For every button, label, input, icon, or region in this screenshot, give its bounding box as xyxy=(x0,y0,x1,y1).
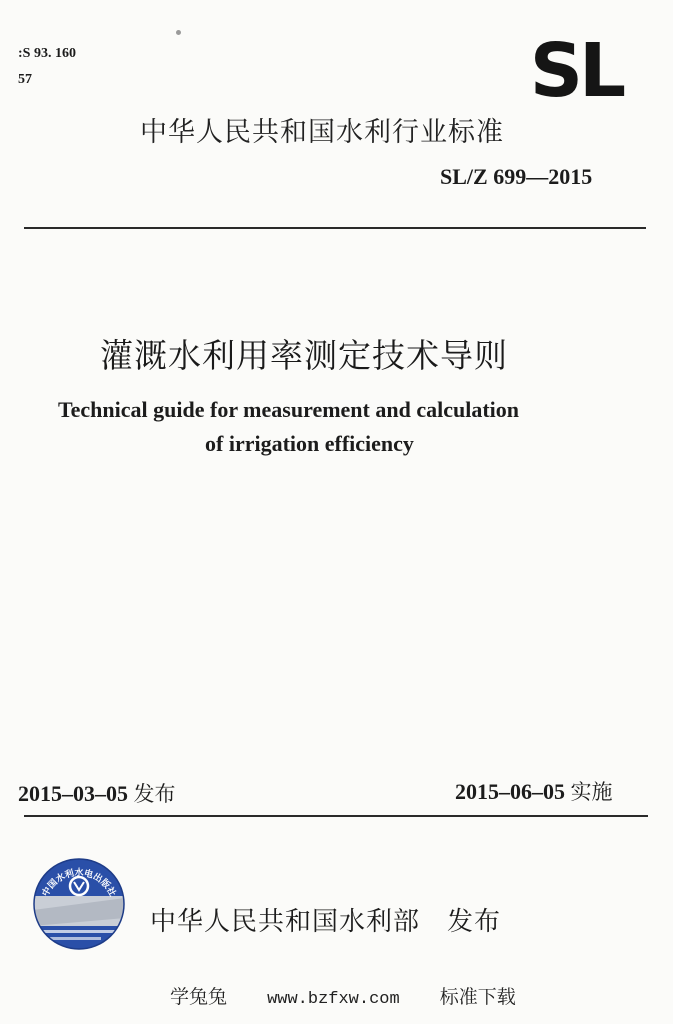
footer-site-name: 学兔兔 xyxy=(170,986,228,1008)
title-chinese: 灌溉水利用率测定技术导则 xyxy=(100,336,508,375)
implementation-date-label: 实施 xyxy=(570,780,613,804)
publisher: 中华人民共和国水利部 发布 xyxy=(150,907,502,937)
ccs-code: 57 xyxy=(18,72,32,87)
sl-logo-text: SL xyxy=(529,40,623,100)
footer-tagline: 标准下载 xyxy=(439,986,516,1008)
standard-code: SL/Z 699—2015 xyxy=(440,164,593,189)
ics-code: :S 93. 160 xyxy=(18,46,76,61)
title-english-line2: of irrigation efficiency xyxy=(205,431,414,456)
footer-url[interactable]: www.bzfxw.com xyxy=(267,990,400,1009)
implementation-date-value: 2015–06–05 xyxy=(455,779,565,804)
issue-date-label: 发布 xyxy=(133,782,176,806)
top-divider xyxy=(24,227,646,229)
footer xyxy=(170,982,550,1009)
implementation-date xyxy=(455,776,613,806)
sl-logo xyxy=(518,40,634,100)
bottom-divider xyxy=(24,815,648,817)
anti-counterfeit-seal-icon xyxy=(33,858,125,950)
seal-text: 中国水利水电出版社 xyxy=(40,868,118,899)
scan-speck xyxy=(176,30,181,35)
issue-date xyxy=(18,778,176,808)
industry-standard-title: 中华人民共和国水利行业标准 xyxy=(140,117,504,148)
title-english-line1: Technical guide for measurement and calculation xyxy=(58,397,519,422)
issue-date-value: 2015–03–05 xyxy=(18,781,128,806)
